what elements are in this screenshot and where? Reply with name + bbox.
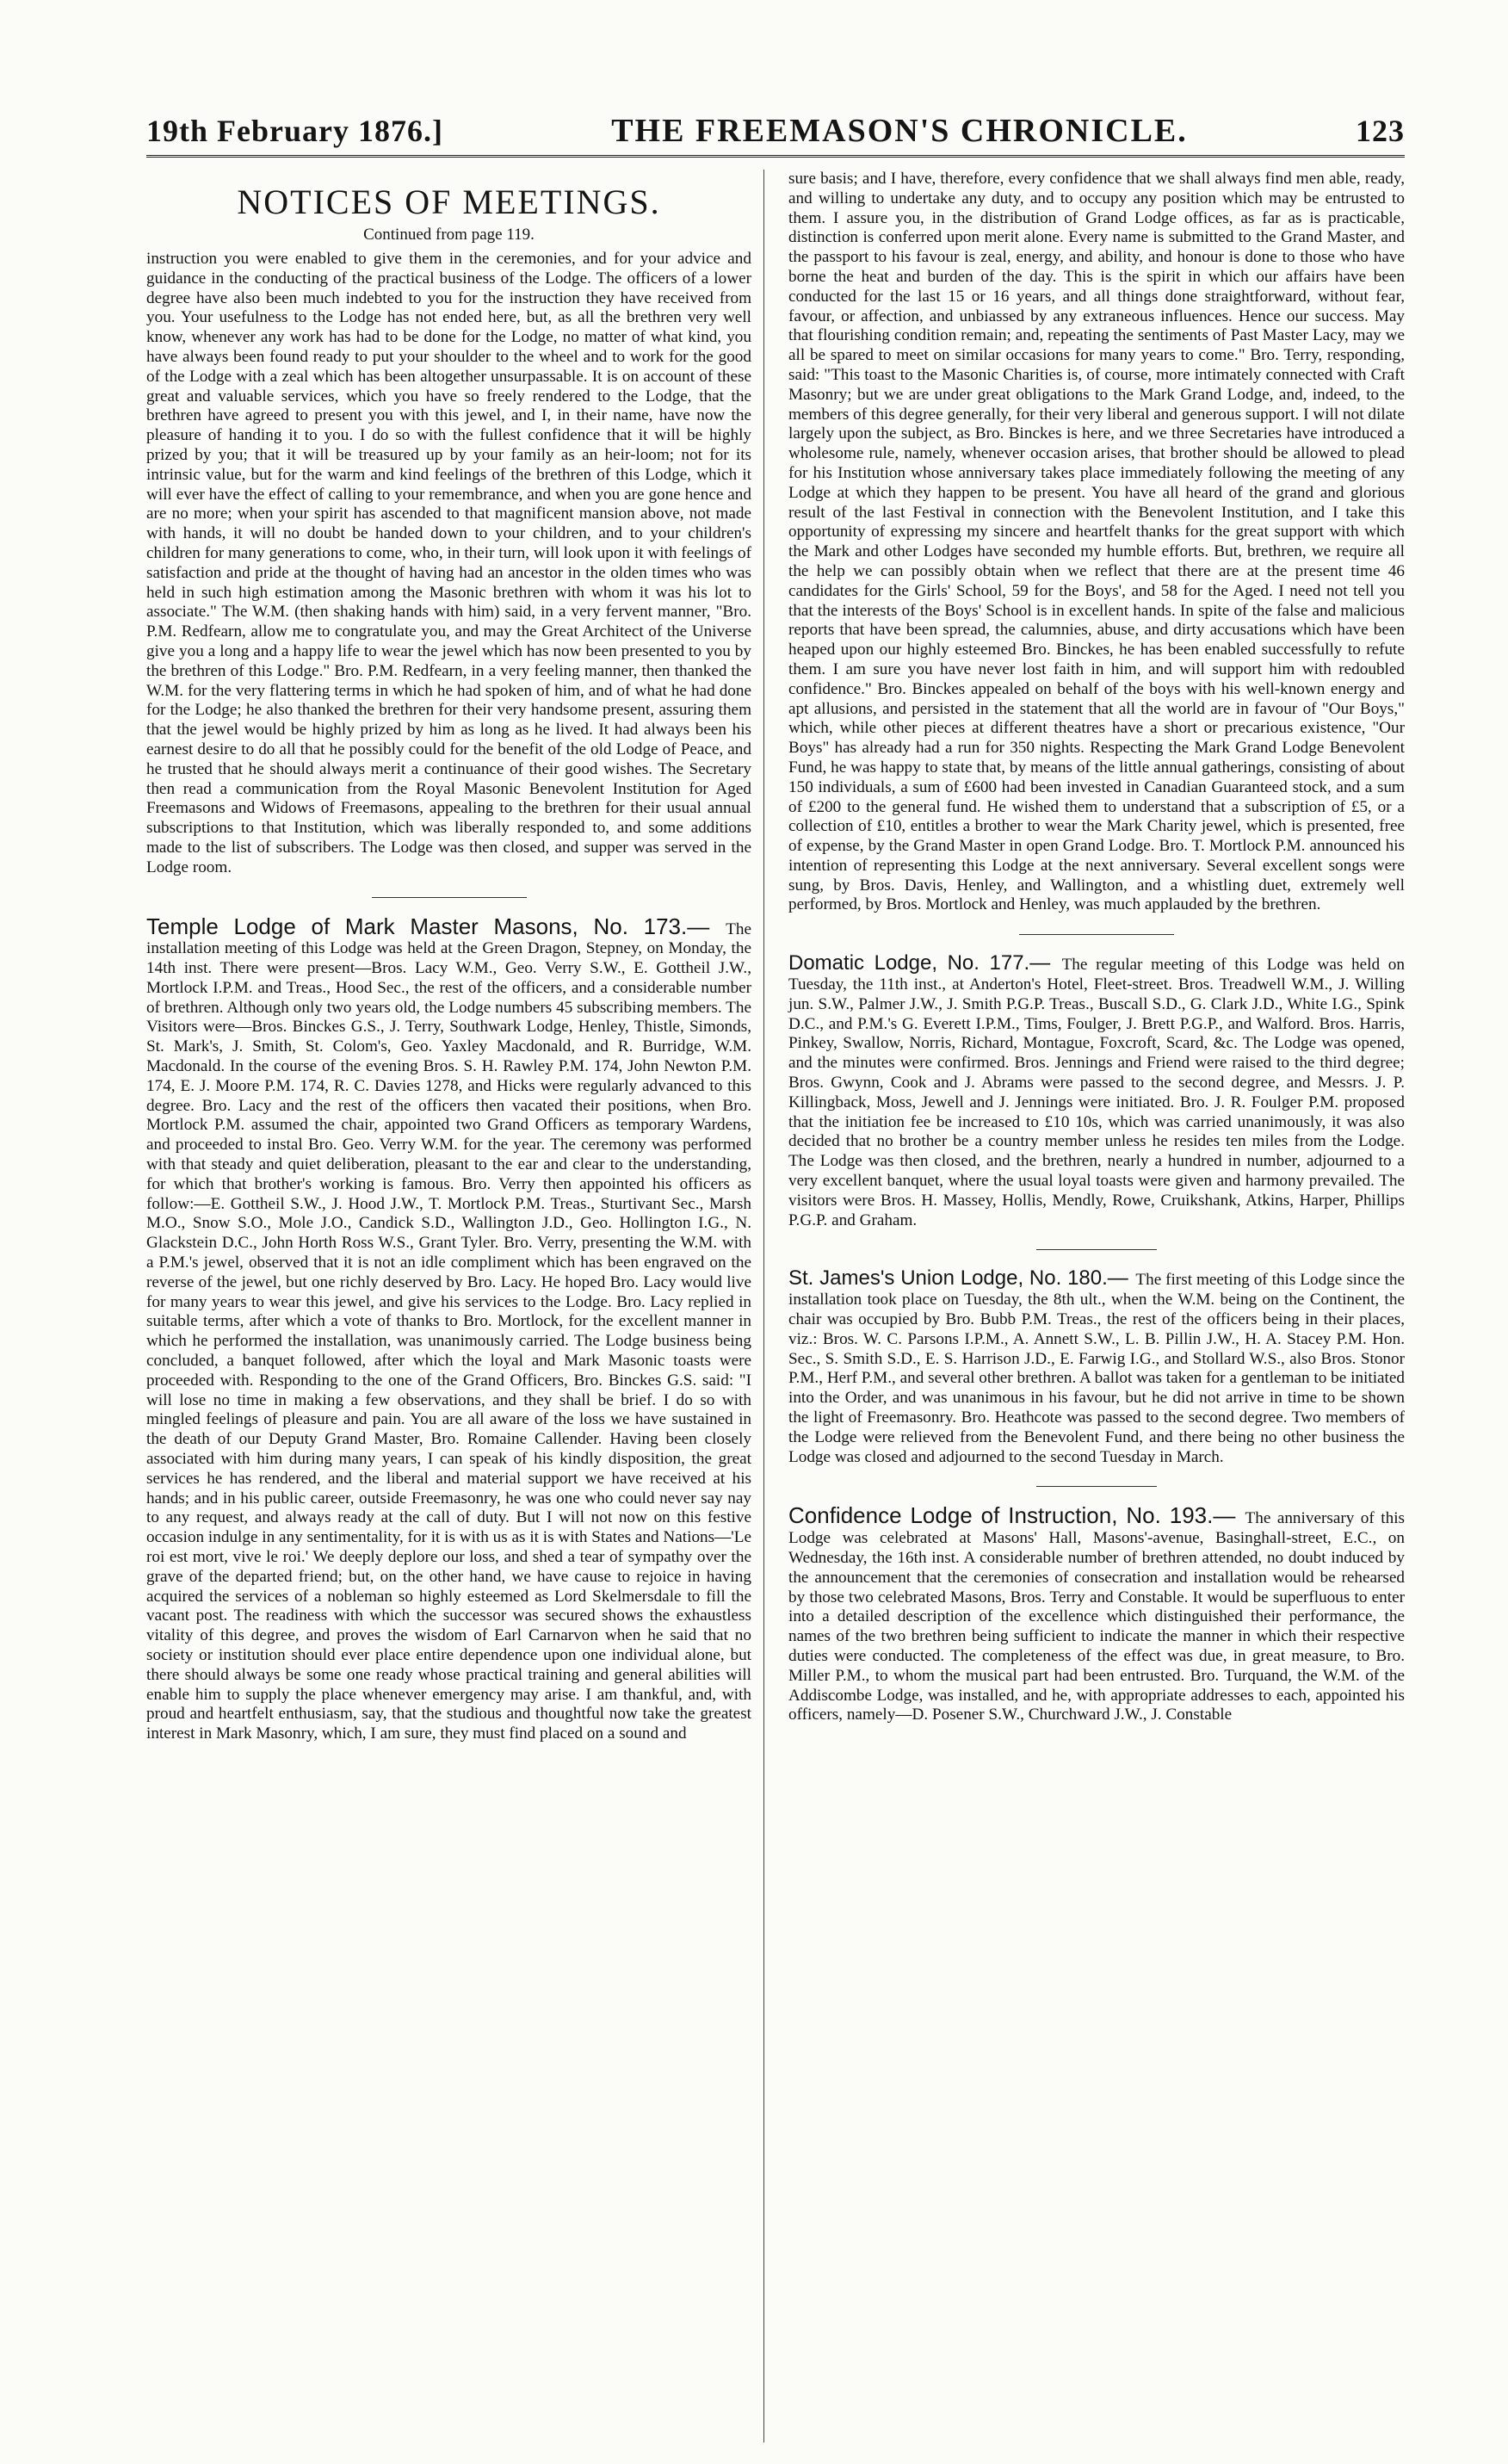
section-title: NOTICES OF MEETINGS. [237, 183, 661, 221]
article-confidence-lodge [788, 1502, 1405, 1725]
continuation-paragraph: sure basis; and I have, therefore, every confidence that we shall always find men able, ready, and willing to undertake any duty, and to occupy any position which may be entrusted to them. I assure you, in the distribution of Grand Lodge offices, as far as is practicable, distinction is conferred upon merit alone. Every name is submitted to the Grand Master, and the passport to his favour is zeal, energy, and ability, and honour is done to those who have borne the heat and burden of the day. This is the spirit in which our affairs have been conducted for the last 15 or 16 years, and all things done straightforward, without fear, favour, or affection, and unbiassed by any extraneous influences. Hence our success. May that flourishing condition remain; and, repeating the sentiments of Past Master Lacy, may we all be spared to meet on similar occasions for many years to come." Bro. Terry, responding, said: "This toast to the Masonic Charities is, of course, more intimately connected with Craft Masonry; but we are under great obligations to the Mark Grand Lodge, and, indeed, to the members of this degree generally, for their very liberal and generous support. I will not dilate largely upon the subject, as Bro. Binckes is here, and we three Secretaries have introduced a wholesome rule, namely, whenever occasion arises, that brother should be allowed to plead for his Institution whose anniversary takes place immediately following the meeting of any Lodge at which they happen to be present. You have all heard of the grand and glorious result of the last Festival in connection with the Benevolent Institution, and I take this opportunity of expressing my sincere and heartfelt thanks for the great support with which the Mark and other Lodges have seconded my humble efforts. But, brethren, we require all the help we can possibly obtain when we reflect that there are at the present time 46 candidates for the Girls' School, 59 for the Boys', and 58 for the Aged. I need not tell you that the interests of the Boys' School is in excellent hands. In spite of the false and malicious reports that have been spread, the calumnies, abuse, and dirty accusations which have been heaped upon our highly esteemed Bro. Binckes, he has been enabled successfully to refute them. I am sure you have never lost faith in him, and will support him with redoubled confidence." Bro. Binckes appealed on behalf of the boys with his well-known energy and apt allusions, and persisted in the statement that all the world are in favour of "Our Boys," which, while other pieces at different theatres have a short or precarious existence, "Our Boys" has already had a run for 350 nights. Respecting the Mark Grand Lodge Benevolent Fund, he was happy to state that, by means of the little annual gatherings, consisting of about 150 individuals, a sum of £600 had been invested in Canadian Guaranteed stock, and a sum of £200 to the general fund. He wished them to understand that a subscription of £5, or a collection of £10, entitles a brother to wear the Mark Charity jewel, which is presented, free of expense, by the Grand Master in open Grand Lodge. Bro. T. Mortlock P.M. announced his intention of representing this Lodge at the next anniversary. Several excellent songs were sung, by Bros. Davis, Henley, and Wallington, and a whistling duet, extremely well performed, by Bros. Mortlock and Henley, was much applauded by the brethren. [788, 170, 1405, 914]
article-body: The regular meeting of this Lodge was held on Tuesday, the 11th inst., at Anderton's Hotel, Fleet-street. Bros. Treadwell W.M., J. Willing jun. S.W., Palmer J.W., J. Smith P.G.P. Treas., Buscall S.D., G. Clark J.D., White I.G., Spink D.C., and P.M.'s G. Everett I.P.M., Tims, Foulger, J. Brett P.G.P., and Walford. Bros. Harris, Pinkey, Swallow, Norris, Richard, Montague, Foxcroft, Scard, &c. The Lodge was opened, and the minutes were confirmed. Bros. Jennings and Friend were raised to the third degree; Bros. Gwynn, Cook and J. Abrams were passed to the second degree, and Messrs. J. P. Killingback, Moss, Jewell and J. Jennings were initiated. Bro. J. R. Foulger P.M. proposed that the initiation fee be increased to £10 10s, which was carried unanimously, it was also decided that no brother be a country member unless he resides ten miles from the Lodge. The Lodge was then closed, and the brethren, nearly a hundred in number, adjourned to a very excellent banquet, where the usual loyal toasts were given and harmony prevailed. The visitors were Bros. H. Massey, Hollis, Mendly, Rowe, Cruikshank, Atkins, Harper, Phillips P.G.P. and Graham. [788, 956, 1405, 1229]
right-column [787, 170, 1405, 2442]
left-column [146, 170, 764, 2442]
article-temple-lodge [146, 913, 751, 1744]
divider [1036, 1486, 1157, 1487]
publication-title: THE FREEMASON'S CHRONICLE. [611, 113, 1188, 149]
article-domatic-lodge [788, 951, 1405, 1230]
divider [1019, 934, 1174, 935]
article-columns [146, 170, 1405, 2442]
article-heading: St. James's Union Lodge, No. 180.— [788, 1266, 1128, 1291]
article-body: The installation meeting of this Lodge was held at the Green Dragon, Stepney, on Monday, the 14th inst. There were present—Bros. Lacy W.M., Geo. Verry S.W., E. Gottheil J.W., Mortlock I.P.M. and Treas., Hood Sec., the rest of the officers, and a considerable number of brethren. Although only two years old, the Lodge numbers 45 subscribing members. The Visitors were—Bros. Binckes G.S., J. Terry, Southwark Lodge, Henley, Thistle, Simonds, St. Mark's, J. Smith, St. Colom's, Geo. Yaxley Macdonald, and R. Burridge, W.M. Macdonald. In the course of the evening Bros. S. H. Rawley P.M. 174, John Newton P.M. 174, E. J. Moore P.M. 174, R. C. Davies 1278, and Hicks were regularly advanced to this degree. Bro. Lacy and the rest of the officers then vacated their positions, when Bro. Mortlock P.M. assumed the chair, appointed two Grand Officers as temporary Wardens, and proceeded to instal Bro. Geo. Verry W.M. for the year. The ceremony was performed with that steady and quiet deliberation, pleasant to the ear and clear to the understanding, for which that brother's working is famous. Bro. Verry then appointed his officers as follow:—E. Gottheil S.W., J. Hood J.W., T. Mortlock P.M. Treas., Sturtivant Sec., Marsh M.O., Snow S.O., Mole J.O., Candick S.D., Wallington J.D., Geo. Hollington I.G., N. Glackstein D.C., John Horth Ross W.S., Grant Tyler. Bro. Verry, presenting the W.M. with a P.M.'s jewel, observed that it is not an idle compliment which has been engraved on the reverse of the jewel, but one richly deserved by Bro. Lacy. He hoped Bro. Lacy would live for many years to wear this jewel, and give his services to the Lodge. Bro. Lacy replied in suitable terms, after which a vote of thanks to Bro. Mortlock, for the excellent manner in which he performed the installation, was unanimously carried. The Lodge business being concluded, a banquet followed, after which the loyal and Mark Masonic toasts were proceeded with. Responding to the one of the Grand Officers, Bro. Binckes G.S. said: "I will lose no time in making a few observations, and they shall be brief. I do so with mingled feelings of pleasure and pain. You are all aware of the loss we have sustained in the death of our Deputy Grand Master, Bro. Romaine Callender. Having been closely associated with him during many years, I can speak of his kindly disposition, the great services he has rendered, and the liberal and material support we have received at his hands; and in his public career, outside Freemasonry, he was one who could never say nay to any request, and always ready at the call of duty. But I will not now on this festive occasion indulge in any sentimentality, for it is with us as it is with States and Nations—'Le roi est mort, vive le roi.' We deeply deplore our loss, and shed a tear of sympathy over the grave of the departed friend; but, on the other hand, we have cause to rejoice in having acquired the services of a nobleman so highly esteemed as Lord Skelmersdale to fill the vacant post. The readiness with which the successor was secured shows the exhaustless vitality of this degree, and proves the wisdom of Earl Carnarvon when he said that no society or institution should ever place entire dependence upon one individual alone, but there should always be some one ready whose practical training and general abilities will enable him to supply the place whenever emergency may arise. I am thankful, and, with proud and heartfelt enthusiasm, say, that the studious and thoughtful now take the greatest interest in Mark Masonry, which, I am sure, they must find placed on a sound and [146, 919, 751, 1743]
article-heading: Confidence Lodge of Instruction, No. 193.— [788, 1502, 1236, 1529]
masthead [146, 112, 1405, 158]
divider [1036, 1249, 1157, 1250]
continued-note: Continued from page 119. [363, 226, 535, 244]
opening-paragraph: instruction you were enabled to give them in the ceremonies, and for your advice and guidance in the conducting of the practical business of the Lodge. The officers of a lower degree have also been much indebted to you for the instruction they have received from you. Your usefulness to the Lodge has not ended here, but, as all the brethren very well know, whenever any work has had to be done for the Lodge, no matter of what kind, you have always been found ready to put your shoulder to the wheel and to work for the good of the Lodge with a zeal which has been altogether unsurpassable. It is on account of these great and valuable services, which you have so freely rendered to the Lodge, that the brethren have agreed to present you with this jewel, and I, in their name, have now the pleasure of handing it to you. I do so with the fullest confidence that it will be highly prized by you; that it will be treasured up by your family as an heir-loom; not for its intrinsic value, but for the warm and kind feelings of the brethren of this Lodge, which it will ever have the effect of calling to your remembrance, and when you are gone hence and are no more; when your spirit has ascended to that magnificent mansion above, not made with hands, it will no doubt be handed down to your children, and to your children's children for many generations to come, who, in their turn, will look upon it with feelings of satisfaction and pride at the thought of having had an ancestor in the olden times who was held in such high estimation among the Masonic brethren with whom it was his lot to associate." The W.M. (then shaking hands with him) said, in a very fervent manner, "Bro. P.M. Redfearn, allow me to congratulate you, and may the Great Architect of the Universe give you a long and a happy life to wear the jewel which has now been presented to you by the brethren of this Lodge." Bro. P.M. Redfearn, in a very feeling manner, then thanked the W.M. for the very flattering terms in which he had spoken of him, and of what he had done for the Lodge; he also thanked the brethren for their very handsome present, assuring them that the jewel would be highly prized by him as long as he lived. It had always been his earnest desire to do all that he possibly could for the benefit of the old Lodge of Peace, and he trusted that he should always merit a continuance of their good wishes. The Secretary then read a communication from the Royal Masonic Benevolent Institution for Aged Freemasons and Widows of Freemasons, appealing to the brethren for their usual annual subscriptions to that Institution, which was liberally responded to, and some additions made to the list of subscribers. The Lodge was then closed, and supper was served in the Lodge room. [146, 250, 751, 876]
article-body: The first meeting of this Lodge since the installation took place on Tuesday, the 8th ult., when the W.M. being on the Continent, the chair was occupied by Bro. Bubb P.M. Treas., the rest of the officers being in their places, viz.: Bros. W. C. Parsons I.P.M., A. Annett S.W., L. B. Pillin J.W., H. A. Stacey P.M. Hon. Sec., S. Smith S.D., E. S. Harrison J.D., E. Farwig I.G., and Stollard W.S., also Bros. Stonor P.M., Herf P.M., and several other brethren. A ballot was taken for a gentleman to be initiated into the Order, and was unanimous in his favour, but he did not arrive in time to be shown the light of Freemasonry. Bro. Heathcote was passed to the second degree. Two members of the Lodge were relieved from the Benevolent Fund, and there being no other business the Lodge was closed and adjourned to the second Tuesday in March. [788, 1271, 1405, 1466]
divider [372, 897, 527, 898]
issue-date: 19th February 1876.] [146, 114, 443, 148]
article-heading: Temple Lodge of Mark Master Masons, No. 173.— [146, 913, 710, 939]
article-st-james-union-lodge [788, 1266, 1405, 1467]
article-body: The anniversary of this Lodge was celebrated at Masons' Hall, Masons'-avenue, Basinghall-street, E.C., on Wednesday, the 16th inst. A considerable number of brethren attended, no doubt induced by the announcement that the ceremonies of consecration and installation would be rehearsed by those two celebrated Masons, Bros. Terry and Constable. It would be superfluous to enter into a detailed description of the excellence which distinguished their performance, the names of the two brethren being sufficient to indicate the manner in which their respective duties were conducted. The completeness of the effect was due, in great measure, to Bro. Miller P.M., to whom the musical part had been entrusted. Bro. Turquand, the W.M. of the Addiscombe Lodge, was installed, and he, with appropriate addresses to each, appointed his officers, namely—D. Posener S.W., Churchward J.W., J. Constable [788, 1509, 1405, 1724]
page-number: 123 [1356, 114, 1405, 148]
article-heading: Domatic Lodge, No. 177.— [788, 951, 1051, 975]
